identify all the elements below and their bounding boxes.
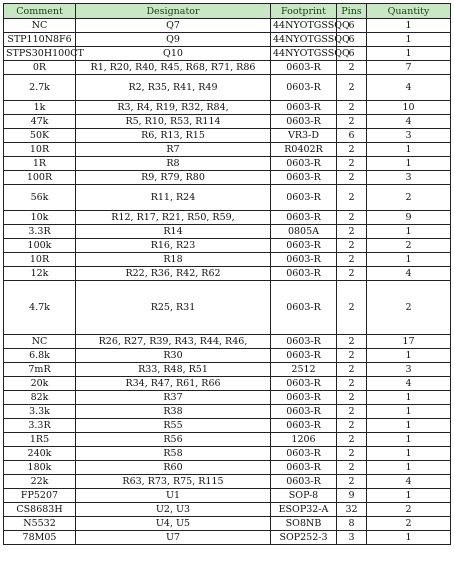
cell-designator: R30	[76, 349, 271, 363]
cell-footprint: 0603-R	[271, 377, 337, 391]
cell-designator: R1, R20, R40, R45, R68, R71, R86	[76, 61, 271, 75]
cell-footprint: 44NYOTGSSQQ	[271, 47, 337, 61]
cell-quantity: 4	[367, 377, 451, 391]
cell-footprint: 0805A	[271, 225, 337, 239]
cell-pins: 2	[337, 335, 367, 349]
header-designator: Designator	[76, 4, 271, 19]
cell-comment: 0R	[4, 61, 76, 75]
cell-designator: R12, R17, R21, R50, R59,	[76, 211, 271, 225]
cell-comment: 1R	[4, 157, 76, 171]
table-row	[4, 115, 451, 129]
table-row	[4, 75, 451, 101]
cell-designator: R3, R4, R19, R32, R84,	[76, 101, 271, 115]
table-row	[4, 419, 451, 433]
cell-pins: 2	[337, 377, 367, 391]
cell-quantity: 4	[367, 75, 451, 101]
cell-quantity: 1	[367, 225, 451, 239]
cell-footprint: 0603-R	[271, 475, 337, 489]
cell-pins: 2	[337, 211, 367, 225]
cell-quantity: 4	[367, 115, 451, 129]
cell-comment: FP5207	[4, 489, 76, 503]
table-row	[4, 391, 451, 405]
table-row	[4, 33, 451, 47]
cell-quantity: 1	[367, 531, 451, 545]
cell-comment: 100R	[4, 171, 76, 185]
cell-comment: 1k	[4, 101, 76, 115]
table-row	[4, 489, 451, 503]
cell-designator: R16, R23	[76, 239, 271, 253]
table-row	[4, 267, 451, 281]
cell-comment: 47k	[4, 115, 76, 129]
cell-designator: R8	[76, 157, 271, 171]
cell-comment: 12k	[4, 267, 76, 281]
header-comment: Comment	[4, 4, 76, 19]
cell-designator: R2, R35, R41, R49	[76, 75, 271, 101]
header-footprint: Footprint	[271, 4, 337, 19]
cell-footprint: 0603-R	[271, 349, 337, 363]
cell-comment: 7mR	[4, 363, 76, 377]
cell-quantity: 4	[367, 267, 451, 281]
cell-quantity: 1	[367, 143, 451, 157]
table-row	[4, 363, 451, 377]
cell-quantity: 1	[367, 47, 451, 61]
table-row	[4, 129, 451, 143]
cell-designator: R25, R31	[76, 281, 271, 335]
cell-quantity: 2	[367, 239, 451, 253]
cell-pins: 32	[337, 503, 367, 517]
cell-comment: 180k	[4, 461, 76, 475]
cell-pins: 8	[337, 517, 367, 531]
cell-pins: 2	[337, 447, 367, 461]
table-row	[4, 225, 451, 239]
table-row	[4, 143, 451, 157]
cell-comment: 50K	[4, 129, 76, 143]
cell-comment: 56k	[4, 185, 76, 211]
cell-footprint: 0603-R	[271, 115, 337, 129]
cell-pins: 6	[337, 33, 367, 47]
cell-pins: 2	[337, 75, 367, 101]
cell-quantity: 3	[367, 171, 451, 185]
cell-comment: NC	[4, 19, 76, 33]
cell-pins: 2	[337, 267, 367, 281]
cell-footprint: 0603-R	[271, 405, 337, 419]
cell-pins: 2	[337, 143, 367, 157]
cell-comment: 100k	[4, 239, 76, 253]
cell-pins: 2	[337, 157, 367, 171]
cell-footprint: 0603-R	[271, 335, 337, 349]
cell-comment: 10k	[4, 211, 76, 225]
cell-comment: 10R	[4, 253, 76, 267]
table-row	[4, 517, 451, 531]
table-row	[4, 433, 451, 447]
cell-quantity: 1	[367, 157, 451, 171]
cell-footprint: 0603-R	[271, 61, 337, 75]
table-row	[4, 531, 451, 545]
header-row	[4, 4, 451, 19]
cell-designator: R34, R47, R61, R66	[76, 377, 271, 391]
cell-pins: 2	[337, 101, 367, 115]
cell-quantity: 3	[367, 129, 451, 143]
cell-comment: 3.3k	[4, 405, 76, 419]
cell-pins: 2	[337, 253, 367, 267]
header-quantity: Quantity	[367, 4, 451, 19]
cell-comment: 3.3R	[4, 419, 76, 433]
cell-designator: Q10	[76, 47, 271, 61]
cell-designator: R6, R13, R15	[76, 129, 271, 143]
cell-footprint: ESOP32-A	[271, 503, 337, 517]
table-row	[4, 405, 451, 419]
cell-designator: R11, R24	[76, 185, 271, 211]
cell-footprint: 0603-R	[271, 101, 337, 115]
cell-designator: R37	[76, 391, 271, 405]
cell-footprint: 0603-R	[271, 281, 337, 335]
cell-quantity: 1	[367, 489, 451, 503]
cell-designator: R60	[76, 461, 271, 475]
cell-quantity: 1	[367, 433, 451, 447]
cell-designator: U2, U3	[76, 503, 271, 517]
cell-footprint: VR3-D	[271, 129, 337, 143]
cell-comment: 2.7k	[4, 75, 76, 101]
cell-quantity: 1	[367, 405, 451, 419]
cell-footprint: 0603-R	[271, 185, 337, 211]
cell-pins: 2	[337, 391, 367, 405]
cell-comment: 20k	[4, 377, 76, 391]
cell-comment: 4.7k	[4, 281, 76, 335]
cell-comment: CS8683H	[4, 503, 76, 517]
cell-quantity: 9	[367, 211, 451, 225]
cell-designator: R22, R36, R42, R62	[76, 267, 271, 281]
cell-quantity: 2	[367, 503, 451, 517]
table-row	[4, 101, 451, 115]
cell-designator: R5, R10, R53, R114	[76, 115, 271, 129]
cell-quantity: 17	[367, 335, 451, 349]
cell-pins: 6	[337, 19, 367, 33]
cell-pins: 2	[337, 171, 367, 185]
cell-footprint: 0603-R	[271, 461, 337, 475]
cell-pins: 3	[337, 531, 367, 545]
cell-quantity: 2	[367, 185, 451, 211]
table-row	[4, 475, 451, 489]
cell-pins: 2	[337, 461, 367, 475]
cell-pins: 2	[337, 363, 367, 377]
cell-pins: 2	[337, 281, 367, 335]
cell-quantity: 1	[367, 19, 451, 33]
table-row	[4, 157, 451, 171]
table-row	[4, 19, 451, 33]
cell-designator: R7	[76, 143, 271, 157]
cell-designator: R9, R79, R80	[76, 171, 271, 185]
cell-comment: 1R5	[4, 433, 76, 447]
table-row	[4, 447, 451, 461]
cell-comment: 22k	[4, 475, 76, 489]
cell-quantity: 10	[367, 101, 451, 115]
cell-pins: 6	[337, 47, 367, 61]
cell-quantity: 2	[367, 517, 451, 531]
cell-pins: 2	[337, 349, 367, 363]
cell-quantity: 3	[367, 363, 451, 377]
cell-quantity: 2	[367, 281, 451, 335]
cell-footprint: 44NYOTGSSQQ	[271, 19, 337, 33]
table-row	[4, 461, 451, 475]
table-row	[4, 377, 451, 391]
cell-footprint: 0603-R	[271, 419, 337, 433]
cell-quantity: 1	[367, 33, 451, 47]
cell-designator: R56	[76, 433, 271, 447]
cell-comment: STP110N8F6	[4, 33, 76, 47]
cell-pins: 2	[337, 115, 367, 129]
cell-footprint: 0603-R	[271, 211, 337, 225]
cell-designator: U4, U5	[76, 517, 271, 531]
cell-comment: N5532	[4, 517, 76, 531]
table-row	[4, 503, 451, 517]
cell-footprint: 0603-R	[271, 157, 337, 171]
cell-designator: R26, R27, R39, R43, R44, R46,	[76, 335, 271, 349]
cell-footprint: 1206	[271, 433, 337, 447]
cell-comment: 3.3R	[4, 225, 76, 239]
table-row	[4, 253, 451, 267]
cell-pins: 2	[337, 225, 367, 239]
cell-footprint: SOP-8	[271, 489, 337, 503]
table-row	[4, 185, 451, 211]
cell-quantity: 1	[367, 253, 451, 267]
cell-pins: 6	[337, 129, 367, 143]
cell-pins: 2	[337, 433, 367, 447]
cell-comment: 6.8k	[4, 349, 76, 363]
cell-footprint: SOP252-3	[271, 531, 337, 545]
cell-pins: 9	[337, 489, 367, 503]
cell-footprint: 0603-R	[271, 267, 337, 281]
cell-quantity: 1	[367, 391, 451, 405]
cell-designator: R14	[76, 225, 271, 239]
header-pins: Pins	[337, 4, 367, 19]
table-row	[4, 171, 451, 185]
cell-designator: R18	[76, 253, 271, 267]
cell-quantity: 1	[367, 419, 451, 433]
cell-pins: 2	[337, 185, 367, 211]
cell-comment: 10R	[4, 143, 76, 157]
cell-comment: 78M05	[4, 531, 76, 545]
cell-comment: 240k	[4, 447, 76, 461]
cell-footprint: 0603-R	[271, 171, 337, 185]
table-row	[4, 335, 451, 349]
cell-footprint: 0603-R	[271, 391, 337, 405]
table-row	[4, 349, 451, 363]
cell-quantity: 1	[367, 461, 451, 475]
table-row	[4, 47, 451, 61]
table-row	[4, 281, 451, 335]
cell-comment: NC	[4, 335, 76, 349]
table-row	[4, 211, 451, 225]
cell-footprint: 2512	[271, 363, 337, 377]
cell-pins: 2	[337, 239, 367, 253]
cell-designator: R33, R48, R51	[76, 363, 271, 377]
cell-footprint: SO8NB	[271, 517, 337, 531]
cell-pins: 2	[337, 61, 367, 75]
cell-designator: R63, R73, R75, R115	[76, 475, 271, 489]
cell-pins: 2	[337, 475, 367, 489]
cell-designator: R38	[76, 405, 271, 419]
cell-designator: R58	[76, 447, 271, 461]
table-row	[4, 61, 451, 75]
bom-table	[3, 3, 451, 545]
cell-designator: Q7	[76, 19, 271, 33]
cell-footprint: 44NYOTGSSQQ	[271, 33, 337, 47]
cell-footprint: 0603-R	[271, 253, 337, 267]
cell-quantity: 4	[367, 475, 451, 489]
cell-designator: Q9	[76, 33, 271, 47]
cell-pins: 2	[337, 405, 367, 419]
cell-designator: U1	[76, 489, 271, 503]
cell-footprint: 0603-R	[271, 75, 337, 101]
cell-comment: STPS30H100CT	[4, 47, 76, 61]
cell-quantity: 1	[367, 447, 451, 461]
cell-footprint: 0603-R	[271, 447, 337, 461]
table-row	[4, 239, 451, 253]
cell-quantity: 1	[367, 349, 451, 363]
cell-designator: U7	[76, 531, 271, 545]
cell-footprint: 0603-R	[271, 239, 337, 253]
cell-pins: 2	[337, 419, 367, 433]
cell-comment: 82k	[4, 391, 76, 405]
cell-quantity: 7	[367, 61, 451, 75]
cell-designator: R55	[76, 419, 271, 433]
cell-footprint: R0402R	[271, 143, 337, 157]
